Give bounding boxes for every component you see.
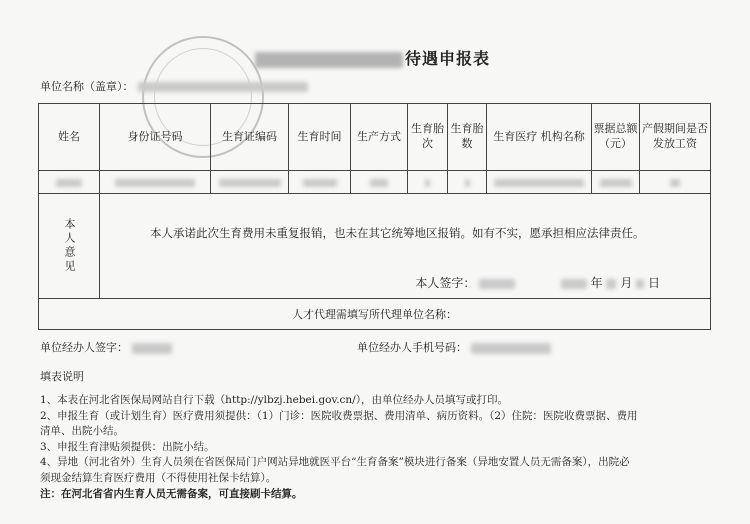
cell-birth-time bbox=[289, 171, 351, 194]
form-title: 待遇申报表 bbox=[255, 46, 490, 69]
pledge-text: 本人承诺此次生育费用未重复报销，也未在其它统筹地区报销。如有不实，愿承担相应法律责任。 bbox=[150, 226, 645, 240]
note-item: 2、申报生育（或计划生育）医疗费用须提供：（1）门诊：医院收费票据、费用清单、病历资料。（2）住院：医院收费票据、费用 bbox=[40, 409, 638, 422]
cell-name bbox=[39, 171, 100, 194]
day-label: 日 bbox=[647, 276, 660, 290]
manager-phone-line bbox=[357, 339, 551, 355]
redacted-value bbox=[465, 179, 470, 187]
header-id-number: 身份证号码 bbox=[100, 104, 211, 171]
notes-list bbox=[40, 393, 715, 502]
signature-line bbox=[415, 274, 660, 291]
redacted-value bbox=[494, 179, 584, 187]
redacted-value bbox=[370, 179, 388, 187]
agent-unit-label: 人才代理需填写所代理单位名称： bbox=[39, 299, 711, 330]
header-name: 姓名 bbox=[39, 104, 100, 171]
manager-phone-label: 单位经办人手机号码： bbox=[357, 341, 467, 354]
redacted-value bbox=[600, 179, 632, 187]
redacted-value bbox=[56, 179, 82, 187]
application-table bbox=[38, 103, 711, 330]
redacted-unit-name bbox=[138, 82, 308, 92]
header-parity: 生育胎次 bbox=[408, 104, 448, 171]
header-birth-cert: 生育证编码 bbox=[211, 104, 289, 171]
header-row bbox=[39, 104, 711, 171]
signature-label: 本人签字： bbox=[415, 276, 476, 290]
redacted-year bbox=[561, 279, 587, 289]
agent-row bbox=[39, 299, 711, 330]
cell-fetus-count bbox=[448, 171, 487, 194]
redacted-signature bbox=[479, 279, 515, 289]
header-receipt-total: 票据总额（元） bbox=[592, 104, 640, 171]
opinion-row bbox=[39, 194, 711, 299]
redacted-value bbox=[115, 179, 195, 187]
unit-name-label: 单位名称（盖章）： bbox=[40, 80, 134, 93]
cell-hospital bbox=[487, 171, 592, 194]
redacted-value bbox=[670, 179, 680, 187]
opinion-label-cell bbox=[39, 194, 100, 299]
header-birth-time: 生育时间 bbox=[289, 104, 351, 171]
header-salary-paid: 产假期间是否发放工资 bbox=[640, 104, 711, 171]
note-item: 3、申报生育津贴须提供：出院小结。 bbox=[40, 440, 215, 453]
notes-title: 填表说明 bbox=[40, 370, 84, 383]
redacted-manager-name bbox=[132, 343, 172, 354]
redacted-title-prefix bbox=[255, 52, 403, 68]
cell-parity bbox=[408, 171, 448, 194]
data-row bbox=[39, 171, 711, 194]
cell-delivery-method bbox=[351, 171, 408, 194]
note-footer: 注：在河北省省内生育人员无需备案，可直接刷卡结算。 bbox=[40, 487, 303, 500]
note-item: 清单、出院小结。 bbox=[40, 425, 124, 438]
cell-id-number bbox=[100, 171, 211, 194]
redacted-day bbox=[636, 279, 644, 289]
unit-name-line bbox=[40, 78, 308, 94]
header-fetus-count: 生育胎数 bbox=[448, 104, 487, 171]
manager-signature-label: 单位经办人签字： bbox=[40, 341, 128, 354]
cell-receipt-total bbox=[592, 171, 640, 194]
note-item: 1、本表在河北省医保局网站自行下载（http://ylbzj.hebei.gov.cn/），由单位经办人员填写或打印。 bbox=[40, 394, 508, 406]
header-hospital: 生育医疗 机构名称 bbox=[487, 104, 592, 171]
redacted-value bbox=[425, 179, 430, 187]
redacted-manager-phone bbox=[471, 343, 551, 354]
redacted-value bbox=[303, 179, 337, 187]
year-label: 年 bbox=[590, 276, 603, 290]
header-delivery-method: 生产方式 bbox=[351, 104, 408, 171]
cell-birth-cert bbox=[211, 171, 289, 194]
redacted-month bbox=[606, 279, 616, 289]
redacted-value bbox=[219, 179, 281, 187]
month-label: 月 bbox=[620, 276, 633, 290]
cell-salary-paid bbox=[640, 171, 711, 194]
note-item: 须现金结算生育医疗费用（不得使用社保卡结算）。 bbox=[40, 471, 277, 484]
manager-signature-line bbox=[40, 339, 172, 355]
opinion-content-cell bbox=[100, 194, 711, 299]
opinion-label: 本人意见 bbox=[63, 218, 76, 274]
note-item: 4、异地（河北省外）生育人员须在省医保局门户网站异地就医平台“生育备案”模块进行备案（异地安置人员无需备案），出院必 bbox=[40, 456, 630, 469]
